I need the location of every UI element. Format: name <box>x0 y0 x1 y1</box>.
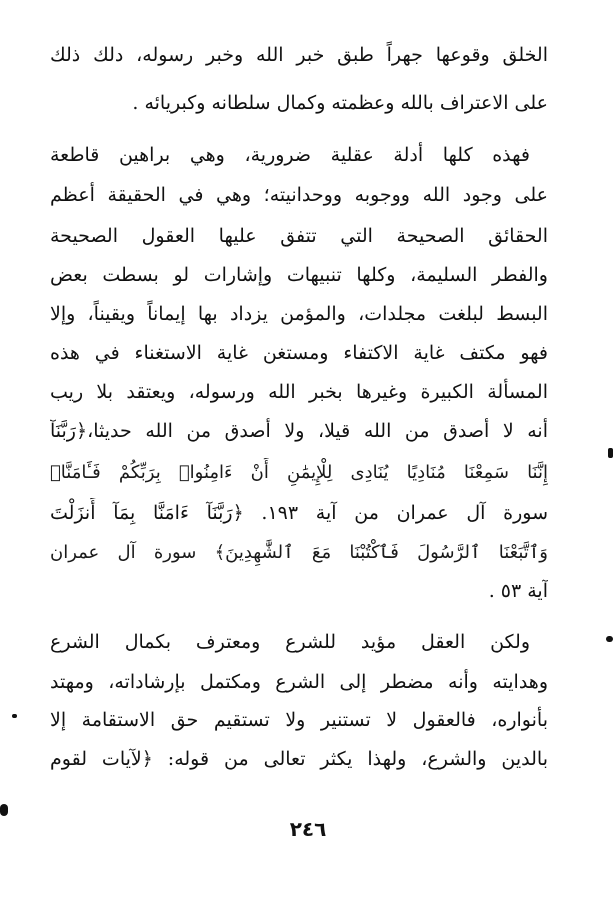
quran-verse-line: وَٱتَّبَعْنَا ٱلرَّسُولَ فَٱكْتُبْنَا مَعَ ٱلشَّٰهِدِينَ﴾ سورة آل عمران <box>50 542 548 563</box>
text-line: البسط لبلغت مجلدات، والمؤمن يزداد بها إيماناً ويقيناً، وإلا <box>50 303 548 325</box>
text-line: الخلق وقوعها جهراً طبق خبر الله وخبر رسوله، دلك ذلك <box>50 44 548 66</box>
scan-mark <box>606 636 613 642</box>
text-line: المسألة الكبيرة وغيرها بخبر الله ورسوله، ويعتقد بلا ريب <box>50 381 548 403</box>
scan-mark <box>12 714 17 718</box>
text-line: على وجود الله ووجوبه ووحدانيته؛ وهي في الحقيقة أعظم <box>50 184 548 206</box>
text-line: بالدين والشرع، ولهذا يكثر تعالى من قوله: ﴿لآيات لقوم <box>50 748 548 770</box>
text-line: وهدايته وأنه مضطر إلى الشرع ومكتمل بإرشاداته، ومهتد <box>50 671 548 693</box>
text-line: سورة آل عمران من آية ١٩٣. ﴿رَبَّنَآ ءَامَنَّا بِمَآ أَنزَلْتَ <box>50 502 548 524</box>
scan-mark <box>0 804 8 816</box>
text-line: فهو مكتف غاية الاكتفاء ومستغن غاية الاستغناء في هذه <box>50 342 548 364</box>
text-line: آية ٥٣ . <box>488 580 548 602</box>
text-line: الحقائق الصحيحة التي تتفق عليها العقول الصحيحة <box>50 225 548 247</box>
text-line: فهذه كلها أدلة عقلية ضرورية، وهي براهين قاطعة <box>50 144 530 166</box>
text-line: والفطر السليمة، وكلها تنبيهات وإشارات لو بسطت بعض <box>50 264 548 286</box>
text-line: بأنواره، فالعقول لا تستنير ولا تستقيم حق الاستقامة إلا <box>50 709 548 731</box>
page-number: ٢٤٦ <box>289 817 327 841</box>
text-line: أنه لا أصدق من الله قيلا، ولا أصدق من الله حديثا،﴿رَبَّنَآ <box>50 420 548 442</box>
text-line: ولكن العقل مؤيد للشرع ومعترف بكمال الشرع <box>50 631 530 653</box>
text-line: على الاعتراف بالله وعظمته وكمال سلطانه وكبريائه . <box>132 92 548 114</box>
quran-verse-line: إِنَّنَا سَمِعْنَا مُنَادِيًا يُنَادِى لِلْإِيمَٰنِ أَنْ ءَامِنُوا۟ بِرَبِّكُمْ فَـَٔامَنَّا﴾ <box>50 462 548 483</box>
scan-mark <box>608 448 613 458</box>
